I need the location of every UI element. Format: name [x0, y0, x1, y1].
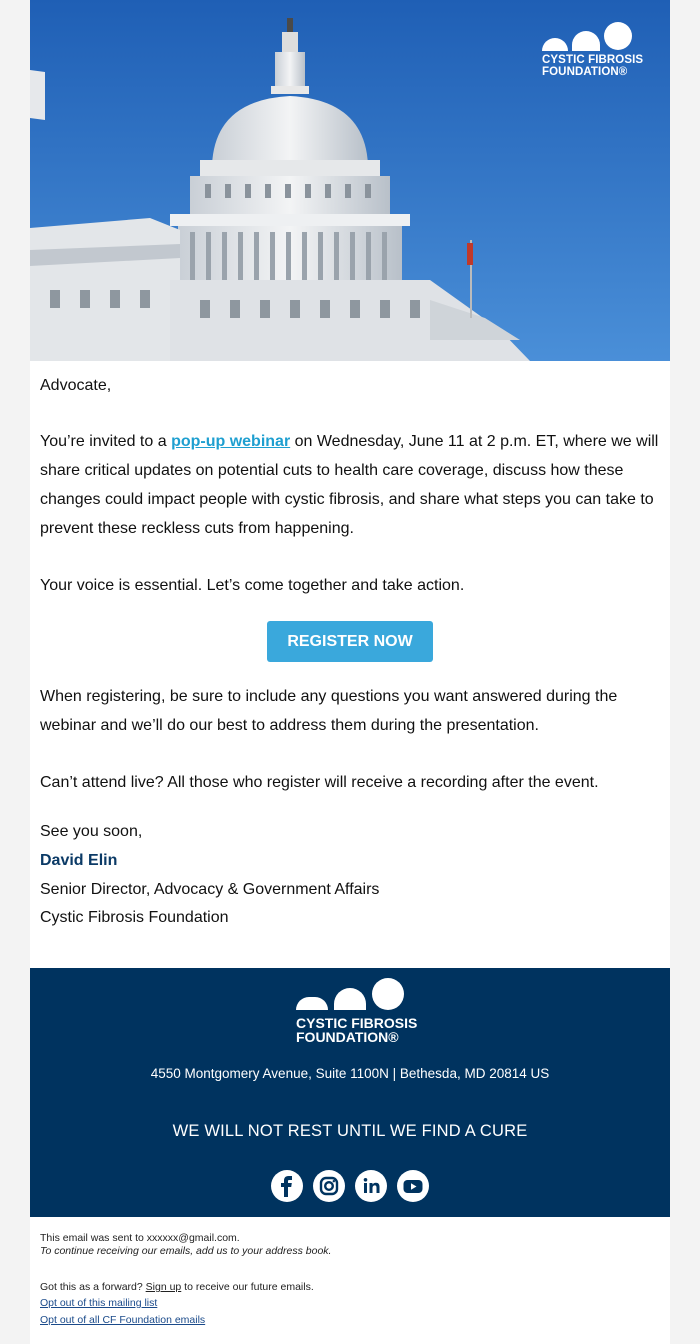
signoff: See you soon, [40, 823, 143, 840]
optout-all-emails-link[interactable]: Opt out of all CF Foundation emails [40, 1314, 206, 1326]
signup-link[interactable]: Sign up [145, 1281, 182, 1293]
paragraph-invite [40, 427, 660, 543]
footer [30, 968, 670, 1217]
forward-line [40, 1280, 314, 1294]
hero-image-capitol [30, 0, 670, 361]
footer-cf-logo[interactable] [296, 978, 436, 1044]
logo-circles-mark [542, 22, 654, 50]
footer-logo-wordmark: CYSTIC FIBROSIS FOUNDATION® [296, 1015, 418, 1045]
paragraph-voice: Your voice is essential. Let’s come together and take action. [40, 577, 465, 594]
social-links [271, 1170, 429, 1202]
signature-name: David Elin [40, 852, 118, 869]
optout-all-line [40, 1313, 205, 1327]
optout-list-line [40, 1296, 157, 1310]
address-book-note: To continue receiving our emails, add us to your address book. [40, 1245, 332, 1257]
footer-logo-circles-mark [296, 978, 436, 1010]
facebook-icon[interactable] [271, 1170, 303, 1202]
sent-to-prefix: This email was sent to [40, 1232, 147, 1244]
optout-mailing-list-link[interactable]: Opt out of this mailing list [40, 1297, 158, 1309]
signature-org: Cystic Fibrosis Foundation [40, 909, 229, 926]
webinar-link[interactable]: pop-up webinar [171, 433, 291, 450]
instagram-icon[interactable] [313, 1170, 345, 1202]
invite-text-before: You’re invited to a [40, 433, 172, 450]
signature-title: Senior Director, Advocacy & Government Affairs [40, 881, 380, 898]
sent-to-line [40, 1231, 240, 1245]
youtube-icon[interactable] [397, 1170, 429, 1202]
cf-foundation-logo[interactable] [542, 22, 654, 78]
recipient-email: xxxxxx@gmail.com. [146, 1232, 240, 1244]
paragraph-recording: Can’t attend live? All those who register will receive a recording after the event. [40, 774, 599, 791]
greeting: Advocate, [40, 377, 112, 394]
email-container [30, 0, 670, 1344]
forward-text-before: Got this as a forward? [40, 1281, 146, 1293]
footer-motto: WE WILL NOT REST UNTIL WE FIND A CURE [172, 1122, 528, 1140]
register-now-button[interactable]: REGISTER NOW [267, 621, 433, 662]
logo-wordmark: CYSTIC FIBROSIS FOUNDATION® [542, 54, 644, 78]
footer-address: 4550 Montgomery Avenue, Suite 1100N | Bethesda, MD 20814 US [150, 1066, 550, 1081]
invite-text-after: on Wednesday, June 11 at 2 p.m. ET, where we will share critical updates on potential cuts to health care coverage, discuss how these changes could impact people with cystic fibrosis, and share what steps you can take to prevent these reckless cuts from happening. [40, 433, 659, 537]
forward-text-after: to receive our future emails. [181, 1281, 314, 1293]
paragraph-questions: When registering, be sure to include any questions you want answered during the webinar and we’ll do our best to address them during the presentation. [40, 688, 618, 734]
linkedin-icon[interactable] [355, 1170, 387, 1202]
